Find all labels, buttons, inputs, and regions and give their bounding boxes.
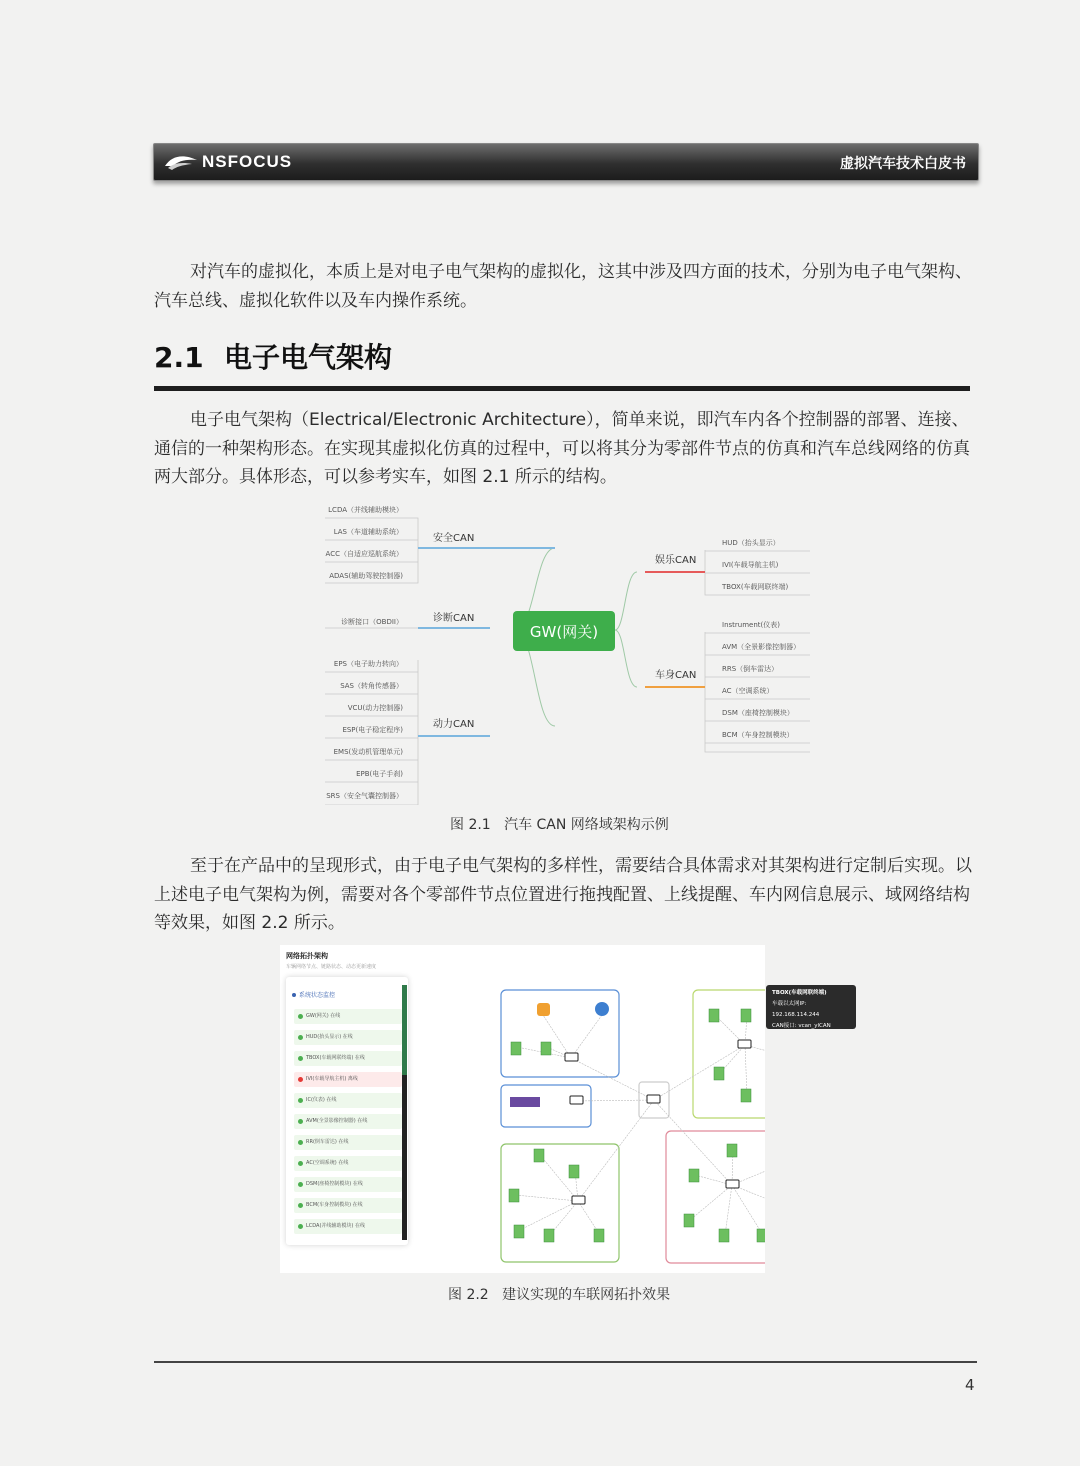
tooltip-can: CAN接口: vcan_ylCAN	[772, 1023, 831, 1029]
online-status-icon	[298, 1119, 303, 1124]
leaf-label: SRS（安全气囊控制器）	[326, 792, 403, 800]
page-number: 4	[965, 1376, 975, 1394]
online-status-icon	[298, 1161, 303, 1166]
body-paragraph-2: 至于在产品中的呈现形式，由于电子电气架构的多样性，需要结合具体需求对其架构进行定制后实现。以上述电子电气架构为例，需要对各个零部件节点位置进行拖拽配置、上线提醒、车内网信息展示、域网络结构等效果，如图 2.2 所示。	[154, 856, 972, 933]
document-title: 虚拟汽车技术白皮书	[840, 156, 966, 172]
status-item-label: IVI(车载导航主机) 离线	[306, 1076, 358, 1082]
ivi-node-icon	[595, 1002, 609, 1016]
status-list-item[interactable]	[294, 1051, 402, 1066]
leaf-label: ADAS(辅助驾驶控制器)	[329, 572, 403, 580]
body-domain-box	[693, 990, 765, 1118]
leaf-label: Instrument(仪表)	[722, 621, 780, 629]
logo-wing-icon	[164, 153, 198, 171]
leaf-label: RRS（倒车雷达）	[722, 665, 779, 673]
page-header	[153, 143, 979, 181]
status-item-label: RR(倒车雷达) 在线	[306, 1139, 349, 1145]
topology-subtitle: 车辆网络节点、链路状态、动态更新速度	[286, 964, 377, 970]
online-status-icon	[298, 1014, 303, 1019]
leaf-label: HUD（抬头显示）	[722, 539, 780, 547]
leaf-label: DSM（座椅控制模块）	[722, 709, 794, 717]
status-list-item[interactable]	[294, 1198, 402, 1213]
leaf-label: AVM（全景影像控制器）	[722, 643, 801, 651]
safety-domain-box	[666, 1131, 765, 1263]
status-list-item[interactable]	[294, 1219, 402, 1234]
leaf-label: EPB(电子手刹)	[356, 770, 403, 778]
status-item-label: TBOX(车载网联终端) 在线	[306, 1055, 365, 1061]
status-list-item[interactable]	[294, 1135, 402, 1150]
figure-2-2-caption	[448, 1284, 670, 1304]
leaf-label: VCU(动力控制器)	[347, 704, 403, 712]
status-list-item[interactable]	[294, 1009, 402, 1024]
leaf-label: TBOX(车载网联终端)	[722, 583, 789, 591]
tooltip-ip: 车载以太网IP: 192.168.114.244	[772, 1001, 820, 1018]
figure-2-1-caption	[450, 814, 669, 834]
status-list-item[interactable]	[294, 1114, 402, 1129]
caption-text: 汽车 CAN 网络域架构示例	[504, 817, 669, 833]
tooltip-title: TBOX(车载网联终端)	[772, 990, 827, 996]
ent-can-label: 娱乐CAN	[655, 555, 697, 566]
power-domain-box	[501, 1144, 619, 1262]
status-list-item[interactable]	[294, 1156, 402, 1171]
leaf-label: EMS(发动机管理单元)	[333, 748, 403, 756]
status-list-item[interactable]	[294, 1072, 402, 1087]
gateway-label: GW(网关)	[529, 623, 599, 641]
leaf-label: AC（空调系统）	[722, 687, 774, 695]
diag-can-label: 诊断CAN	[433, 613, 475, 624]
obd-node-icon	[510, 1097, 540, 1107]
caption-label: 图 2.1	[450, 817, 491, 833]
online-status-icon	[298, 1035, 303, 1040]
caption-label: 图 2.2	[448, 1287, 489, 1303]
node-tooltip	[766, 985, 856, 1029]
caption-text: 建议实现的车联网拓扑效果	[502, 1287, 671, 1303]
can-architecture-diagram	[305, 500, 825, 805]
scrollbar-track	[402, 1075, 407, 1240]
topology-graph[interactable]	[495, 985, 765, 1270]
status-item-label: DSM(座椅控制模块) 在线	[306, 1181, 363, 1187]
panel-scrollbar[interactable]	[402, 985, 407, 1240]
power-can-label: 动力CAN	[433, 719, 475, 730]
body-paragraph-1: 电子电气架构（Electrical/Electronic Architecture），简单来说，即汽车内各个控制器的部署、连接、通信的一种架构形态。在实现其虚拟化仿真的过程中，可以将其分为零部件节点的仿真和汽车总线网络的仿真两大部分。具体形态，可以参考实车，如图 2.1 所示的结构。	[154, 410, 970, 487]
online-status-icon	[298, 1140, 303, 1145]
section-number: 2.1	[154, 341, 204, 374]
status-item-label: LCDA(并线辅助模块) 在线	[306, 1223, 365, 1229]
status-item-label: AC(空调系统) 在线	[306, 1160, 349, 1166]
online-status-icon	[298, 1224, 303, 1229]
online-status-icon	[298, 1056, 303, 1061]
status-panel-header: 系统状态监控	[292, 990, 335, 999]
online-status-icon	[298, 1182, 303, 1187]
leaf-label: ESP(电子稳定程序)	[342, 726, 403, 734]
section-title: 电子电气架构	[224, 341, 393, 374]
offline-status-icon	[298, 1077, 303, 1082]
brand-name: NSFOCUS	[202, 152, 293, 171]
section-rule	[154, 386, 970, 391]
leaf-label: EPS（电子助力转向）	[333, 660, 403, 668]
leaf-label: ACC（自适应巡航系统）	[325, 550, 403, 558]
leaf-label: 诊断接口（OBDII）	[341, 618, 403, 626]
panel-dot-icon	[292, 993, 296, 997]
intro-paragraph: 对汽车的虚拟化，本质上是对电子电气架构的虚拟化，这其中涉及四方面的技术，分别为电子电气架构、汽车总线、虚拟化软件以及车内操作系统。	[154, 262, 972, 311]
leaf-label: SAS（转角传感器）	[340, 682, 403, 690]
leaf-label: IVI(车载导航主机)	[722, 561, 779, 569]
leaf-label: LCDA（并线辅助模块）	[328, 506, 403, 514]
status-item-label: GW(网关) 在线	[306, 1013, 341, 1019]
section-heading	[154, 336, 392, 376]
leaf-label: LAS（车道辅助系统）	[333, 528, 403, 536]
status-item-label: HUD(抬头显示) 在线	[306, 1034, 353, 1040]
footer-rule	[154, 1361, 977, 1363]
leaf-label: BCM（车身控制模块）	[722, 731, 794, 739]
status-list-item[interactable]	[294, 1030, 402, 1045]
nsfocus-logo	[164, 150, 292, 174]
topology-screenshot	[280, 945, 831, 1273]
status-panel[interactable]	[286, 977, 408, 1245]
status-item-label: IC(仪表) 在线	[306, 1097, 337, 1103]
topology-title: 网络拓扑架构	[286, 952, 328, 960]
status-list-item[interactable]	[294, 1093, 402, 1108]
body-can-label: 车身CAN	[655, 670, 697, 681]
status-item-label: AVM(全景影像控制器) 在线	[306, 1118, 368, 1124]
status-list-item[interactable]	[294, 1177, 402, 1192]
status-item-label: BCM(车身控制模块) 在线	[306, 1202, 363, 1208]
safety-can-label: 安全CAN	[433, 533, 475, 544]
online-status-icon	[298, 1203, 303, 1208]
hud-node-icon	[537, 1003, 550, 1016]
online-status-icon	[298, 1098, 303, 1103]
